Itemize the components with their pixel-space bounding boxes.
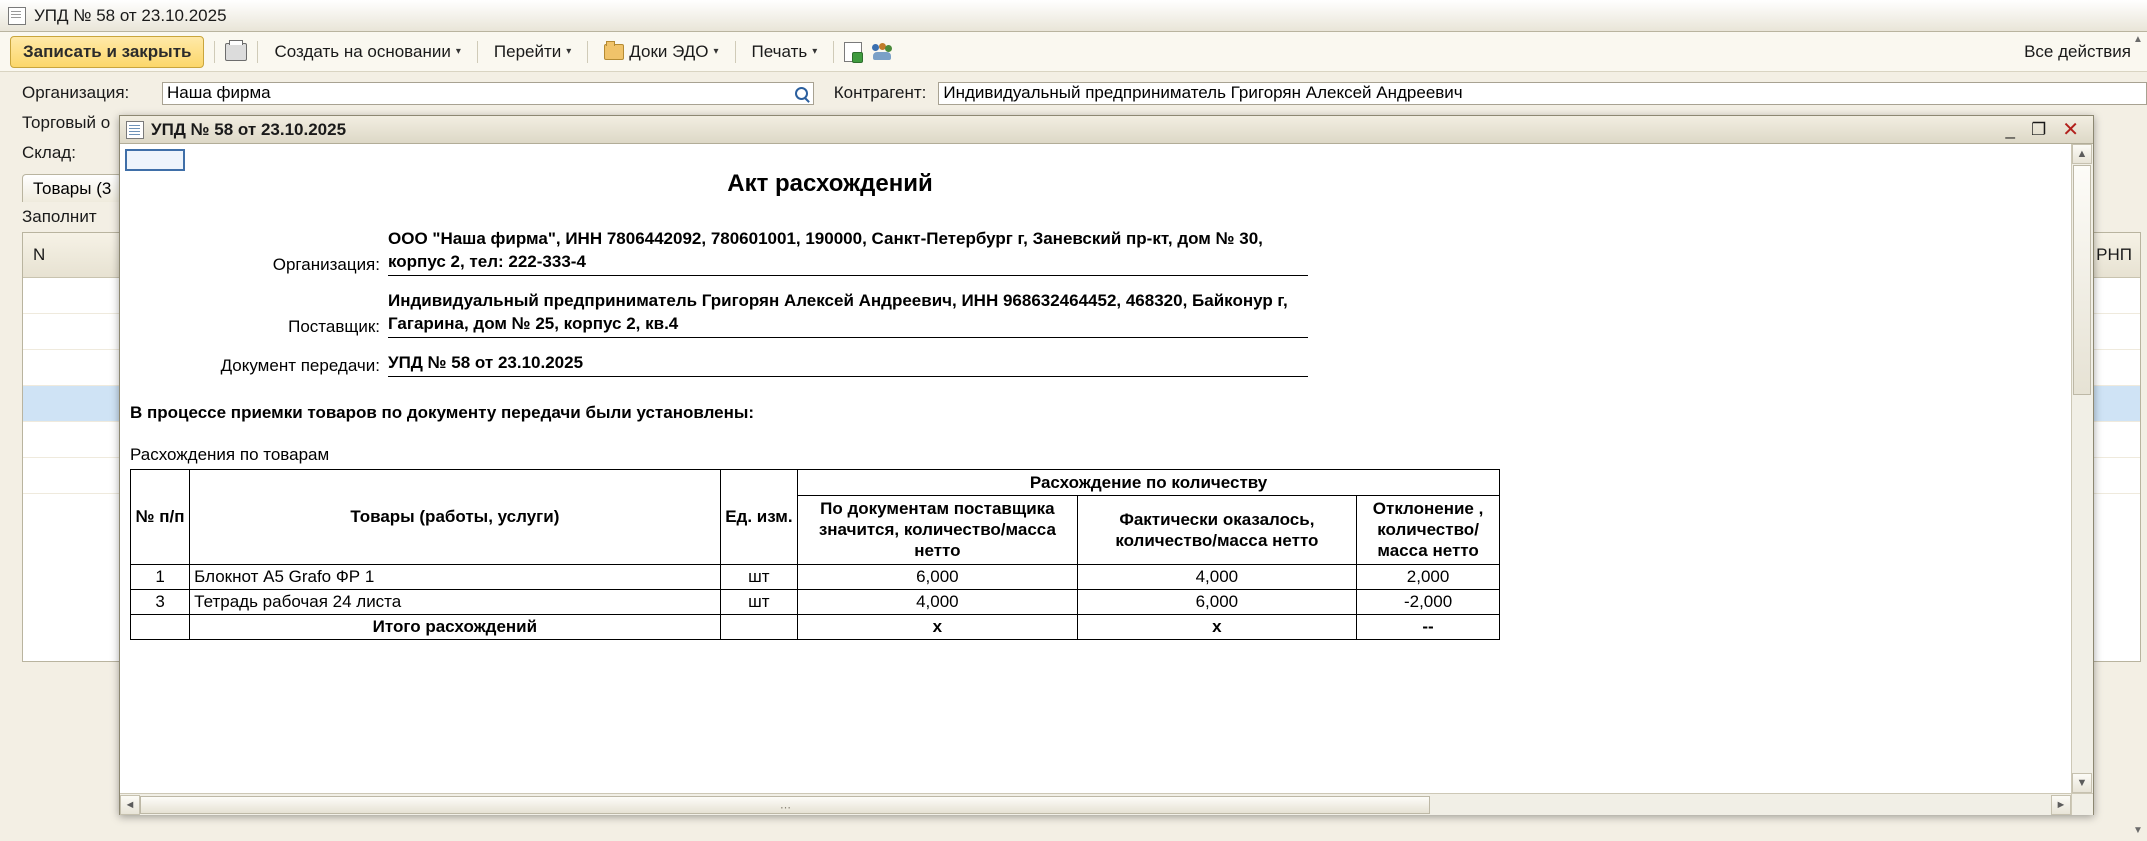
print-menu-label: Печать <box>751 41 808 61</box>
main-window-titlebar[interactable] <box>0 0 2147 32</box>
divider <box>833 41 834 63</box>
divider <box>257 41 258 63</box>
supplier-field-value: Индивидуальный предприниматель Григорян Алексей Андреевич, ИНН 968632464452, 468320, Байконур г, Гагарина, дом № 25, корпус 2, кв.4 <box>388 290 1308 338</box>
supplier-field-label: Поставщик: <box>288 316 380 336</box>
discrepancy-table <box>130 469 1500 640</box>
horizontal-scroll-track[interactable] <box>140 795 2051 815</box>
spreadsheet-document[interactable] <box>120 144 2071 793</box>
column-header-n: N <box>33 245 46 264</box>
counterparty-label: Контрагент: <box>833 83 927 102</box>
discrepancy-table-group-header-row <box>131 469 1500 495</box>
fill-button[interactable]: Заполнит <box>22 207 97 226</box>
maximize-button[interactable]: ❐ <box>2030 120 2047 139</box>
column-header-deviation: Отклонение , количество/ масса нетто <box>1357 495 1500 564</box>
all-actions-button[interactable]: Все действия <box>2024 41 2131 61</box>
search-icon[interactable] <box>793 85 811 102</box>
cell-empty <box>131 614 190 639</box>
cell-total-by-docs: х <box>798 614 1078 639</box>
cell-unit: шт <box>720 589 798 614</box>
column-header-unit: Ед. изм. <box>720 469 798 564</box>
divider <box>587 41 588 63</box>
table-row[interactable] <box>131 589 1500 614</box>
minimize-button[interactable]: _ <box>2005 120 2015 139</box>
cell-no: 3 <box>131 589 190 614</box>
folder-icon <box>604 44 624 60</box>
divider <box>477 41 478 63</box>
report-window-body <box>120 144 2093 815</box>
scroll-left-arrow-icon[interactable]: ◄ <box>120 795 140 815</box>
report-statement: В процессе приемки товаров по документу передачи были установлены: <box>130 402 755 422</box>
organization-field-label: Организация: <box>272 254 380 274</box>
vertical-scroll-track[interactable] <box>2072 165 2093 772</box>
scrollbar-corner <box>2071 793 2093 815</box>
cell-no: 1 <box>131 564 190 589</box>
chevron-down-icon: ▾ <box>566 46 572 57</box>
cell-actual: 4,000 <box>1077 564 1357 589</box>
organization-value: Наша фирма <box>167 83 271 102</box>
cell-total-deviation: -- <box>1357 614 1500 639</box>
goto-menu[interactable] <box>488 38 577 66</box>
cell-total-actual: х <box>1077 614 1357 639</box>
scroll-up-arrow-icon[interactable]: ▲ <box>2133 34 2143 45</box>
column-header-goods: Товары (работы, услуги) <box>190 469 720 564</box>
divider <box>214 41 215 63</box>
report-content <box>120 144 2050 640</box>
transfer-doc-field-value: УПД № 58 от 23.10.2025 <box>388 352 1308 377</box>
tab-goods[interactable]: Товары (3 <box>22 174 122 202</box>
table-row[interactable] <box>131 564 1500 589</box>
scroll-grip-icon: ⋯ <box>780 801 791 814</box>
cell-deviation: -2,000 <box>1357 589 1500 614</box>
report-header-row <box>220 352 2050 377</box>
document-icon <box>8 7 26 25</box>
goto-label: Перейти <box>493 41 562 61</box>
close-icon[interactable]: ✕ <box>2062 118 2079 141</box>
divider <box>735 41 736 63</box>
organization-row <box>0 78 2147 108</box>
report-header-row <box>220 228 2050 276</box>
report-icon <box>126 121 144 139</box>
report-header-block <box>220 228 2050 377</box>
cell-goods: Тетрадь рабочая 24 листа <box>190 589 720 614</box>
main-window-title: УПД № 58 от 23.10.2025 <box>34 5 227 25</box>
organization-label: Организация: <box>22 83 130 102</box>
report-window-titlebar[interactable] <box>120 116 2093 144</box>
report-title: Акт расхождений <box>727 170 933 197</box>
report-section-caption: Расхождения по товарам <box>130 444 330 464</box>
chevron-down-icon: ▾ <box>812 46 818 57</box>
cell-by-docs: 4,000 <box>798 589 1078 614</box>
cell-empty <box>720 614 798 639</box>
report-header-row <box>220 290 2050 338</box>
cell-actual: 6,000 <box>1077 589 1357 614</box>
document-green-icon[interactable] <box>844 42 862 62</box>
chevron-down-icon: ▾ <box>455 46 461 57</box>
window-controls <box>2006 120 2087 140</box>
edo-docs-label: Доки ЭДО <box>629 41 709 61</box>
report-vertical-scrollbar[interactable] <box>2071 144 2093 793</box>
edo-docs-menu[interactable] <box>598 38 724 66</box>
organization-field-value: ООО "Наша фирма", ИНН 7806442092, 780601001, 190000, Санкт-Петербург г, Заневский пр-кт, дом № 30, корпус 2, тел: 222-333-4 <box>388 228 1308 276</box>
cell-total-label: Итого расхождений <box>190 614 720 639</box>
scroll-down-arrow-icon[interactable]: ▼ <box>2072 773 2092 793</box>
transfer-doc-field-label: Документ передачи: <box>220 355 380 375</box>
report-window <box>119 115 2094 815</box>
table-total-row <box>131 614 1500 639</box>
scroll-down-arrow-icon[interactable]: ▼ <box>2133 825 2143 836</box>
print-menu[interactable] <box>746 38 824 66</box>
save-and-close-button[interactable]: Записать и закрыть <box>10 36 204 68</box>
column-header-no: № п/п <box>131 469 190 564</box>
column-header-quantity-group: Расхождение по количеству <box>798 469 1500 495</box>
command-bar <box>0 32 2147 72</box>
cell-goods: Блокнот А5 Grafo ФР 1 <box>190 564 720 589</box>
column-header-actual: Фактически оказалось, количество/масса нетто <box>1077 495 1357 564</box>
people-icon[interactable] <box>872 43 892 61</box>
organization-input[interactable] <box>162 82 814 105</box>
column-header-rnp: РНП <box>2096 245 2132 264</box>
chevron-down-icon: ▾ <box>713 46 719 57</box>
report-horizontal-scrollbar[interactable] <box>120 793 2071 815</box>
scroll-up-arrow-icon[interactable]: ▲ <box>2072 144 2092 164</box>
vertical-scroll-thumb[interactable] <box>2073 165 2091 395</box>
warehouse-label: Склад: <box>22 143 76 162</box>
cell-deviation: 2,000 <box>1357 564 1500 589</box>
print-icon[interactable] <box>225 43 247 61</box>
cell-by-docs: 6,000 <box>798 564 1078 589</box>
report-window-title: УПД № 58 от 23.10.2025 <box>151 119 347 139</box>
create-on-basis-label: Создать на основании <box>274 41 451 61</box>
counterparty-input[interactable] <box>938 82 2147 105</box>
create-on-basis-menu[interactable] <box>268 38 466 66</box>
cell-unit: шт <box>720 564 798 589</box>
trade-label: Торговый о <box>22 113 111 132</box>
scroll-right-arrow-icon[interactable]: ► <box>2051 795 2071 815</box>
counterparty-value: Индивидуальный предприниматель Григорян Алексей Андреевич <box>943 83 1463 102</box>
column-header-by-docs: По документам поставщика значится, количество/масса нетто <box>798 495 1078 564</box>
